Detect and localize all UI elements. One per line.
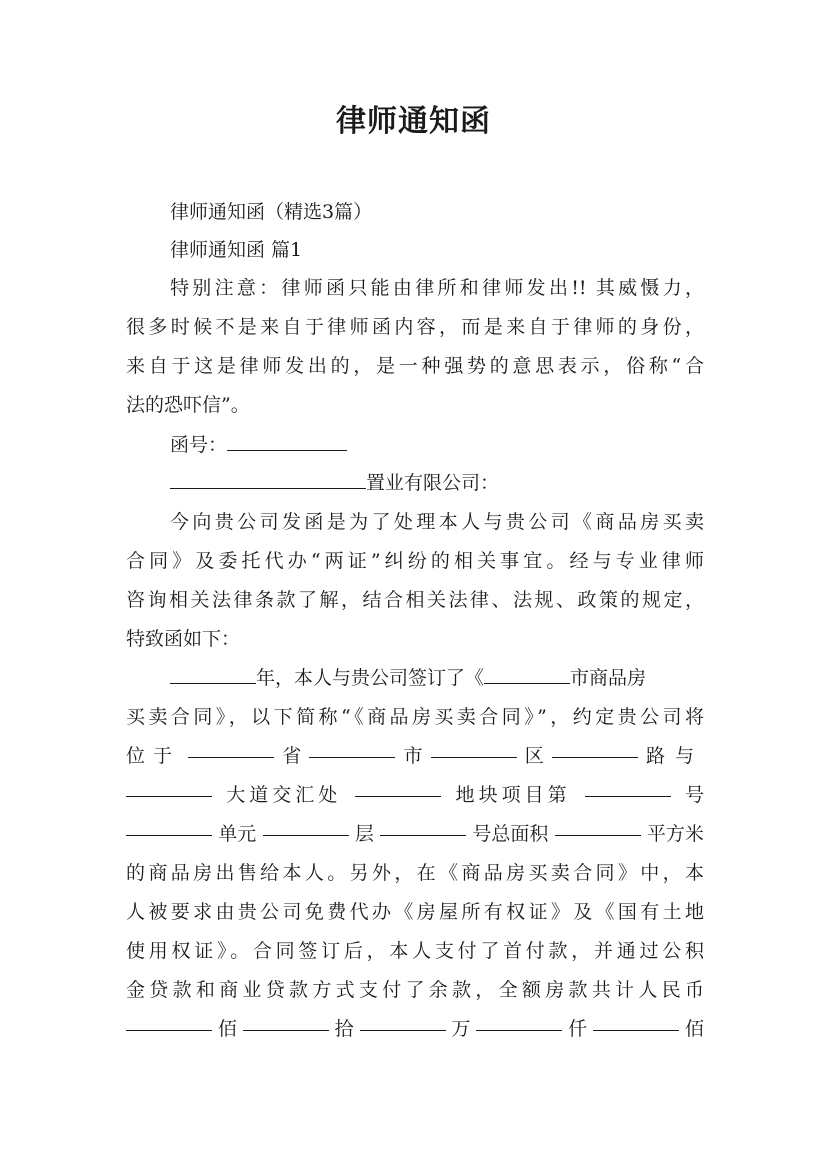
addressee-line — [170, 464, 704, 502]
text-fragment: 单元 — [218, 823, 257, 845]
blank-field — [227, 430, 347, 451]
paragraph-line: 很多时候不是来自于律师函内容，而是来自于律师的身份， — [126, 316, 704, 338]
blank-field — [188, 737, 274, 758]
blank-field — [484, 663, 570, 684]
paragraph-line: 人被要求由贵公司免费代办《房屋所有权证》及《国有土地 — [126, 901, 704, 923]
blank-field — [170, 468, 366, 489]
blank-field — [476, 1010, 562, 1031]
address-line — [126, 737, 704, 775]
paragraph-line: 的商品房出售给本人。另外，在《商品房买卖合同》中，本 — [126, 862, 704, 884]
address-line — [126, 776, 704, 814]
text-fragment: 仟 — [568, 1018, 588, 1040]
text-fragment: 万 — [451, 1018, 471, 1040]
blank-field — [552, 737, 638, 758]
paragraph-line: 特别注意：律师函只能由律所和律师发出!! 其威慑力， — [170, 277, 704, 299]
text-fragment: 地块项目第 — [455, 784, 571, 806]
text-fragment: 号总面积 — [472, 823, 549, 845]
paragraph-line: 今向贵公司发函是为了处理本人与贵公司《商品房买卖 — [170, 511, 704, 533]
paragraph-line: 金贷款和商业贷款方式支付了余款，全额房款共计人民币 — [126, 979, 704, 1001]
blank-field — [585, 776, 671, 797]
contract-line — [170, 659, 704, 697]
blank-field — [431, 737, 517, 758]
blank-field — [355, 776, 441, 797]
paragraph-line: 使用权证》。合同签订后，本人支付了首付款，并通过公积 — [126, 940, 704, 962]
blank-field — [243, 1010, 329, 1031]
text-fragment: 佰 — [217, 1018, 237, 1040]
text-fragment: 层 — [354, 823, 374, 845]
text-fragment: 市商品房 — [570, 667, 647, 689]
paragraph-line: 买卖合同》，以下简称“《商品房买卖合同》”，约定贵公司将 — [126, 706, 704, 728]
blank-field — [555, 815, 641, 836]
blank-field — [126, 776, 212, 797]
paragraph-line: 法的恐吓信”。 — [126, 394, 250, 416]
amount-line — [126, 1010, 704, 1048]
text-fragment: 拾 — [334, 1018, 354, 1040]
text-fragment: 年，本人与贵公司签订了《 — [256, 667, 485, 689]
address-line — [126, 815, 704, 853]
blank-field — [360, 1010, 446, 1031]
blank-field — [170, 663, 256, 684]
text-fragment: 大道交汇处 — [226, 784, 342, 806]
paragraph-line: 咨询相关法律条款了解，结合相关法律、法规、政策的规定， — [126, 589, 704, 611]
text-fragment: 平方米 — [646, 823, 704, 845]
paragraph-line: 合同》及委托代办“两证”纠纷的相关事宜。经与专业律师 — [126, 550, 704, 572]
text-fragment: 号 — [684, 784, 704, 806]
blank-field — [126, 815, 212, 836]
blank-field — [309, 737, 395, 758]
text-fragment: 路与 — [645, 745, 704, 767]
text-fragment: 省 — [282, 745, 302, 767]
text-fragment: 市 — [403, 745, 423, 767]
text-fragment: 位于 — [126, 745, 181, 767]
text-fragment: 佰 — [684, 1018, 704, 1040]
blank-field — [593, 1010, 679, 1031]
text-fragment: 区 — [524, 745, 544, 767]
letter-number-line — [170, 426, 704, 464]
blank-field — [263, 815, 349, 836]
blank-field — [126, 1010, 212, 1031]
subtitle-line: 律师通知函（精选3篇） — [170, 201, 373, 223]
paragraph-line: 特致函如下： — [126, 628, 241, 650]
addressee-label: 置业有限公司： — [366, 472, 500, 494]
section-heading: 律师通知函 篇1 — [170, 239, 303, 261]
blank-field — [380, 815, 466, 836]
letter-number-label: 函号： — [170, 434, 228, 456]
paragraph-line: 来自于这是律师发出的，是一种强势的意思表示，俗称“合 — [126, 355, 704, 377]
document-title: 律师通知函 — [336, 104, 491, 139]
